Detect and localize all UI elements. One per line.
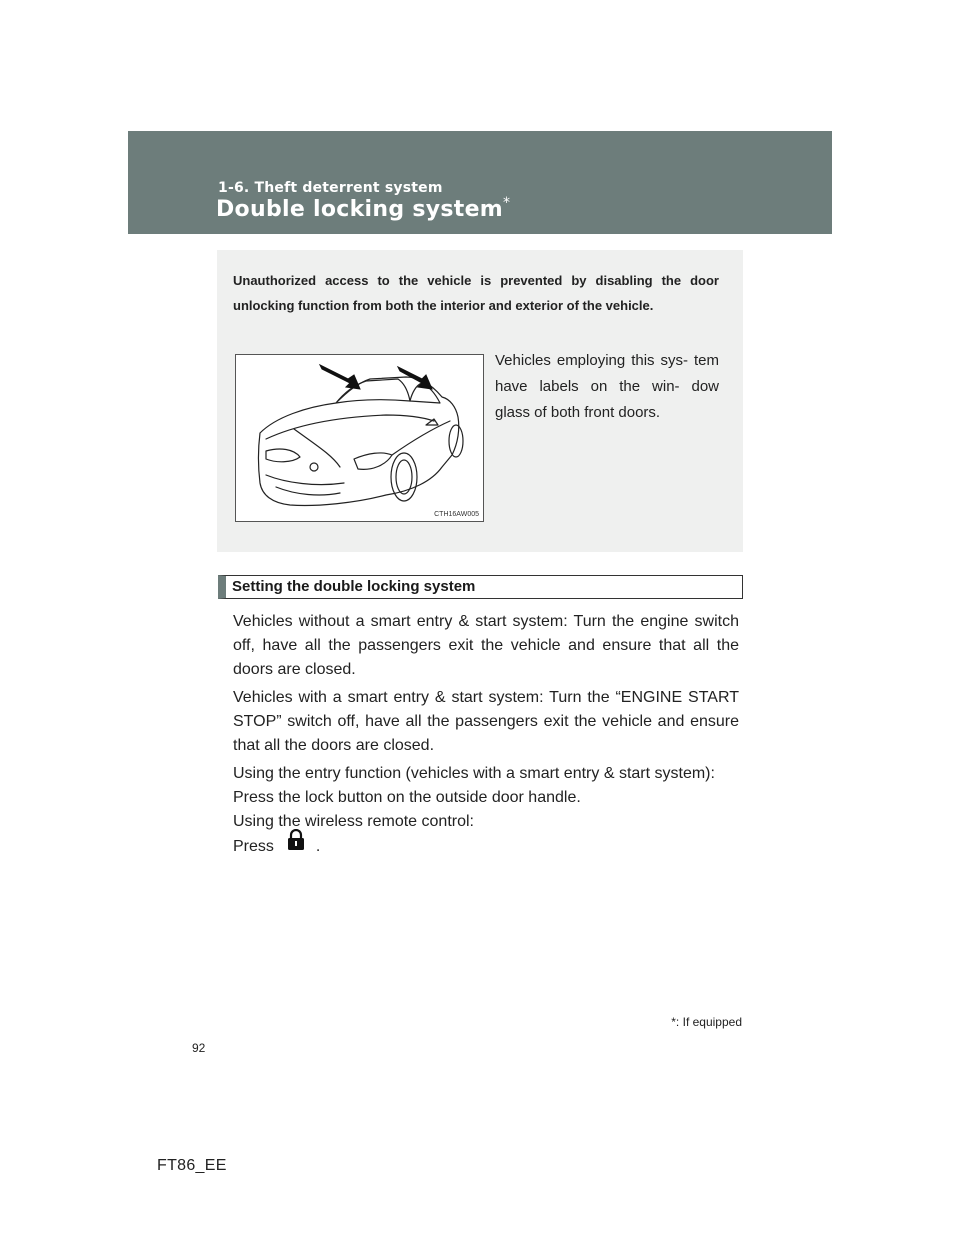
section-title: 1-6. Theft deterrent system [218,180,443,196]
press-lock-line [233,832,320,862]
remote-control-line: Using the wireless remote control: [233,813,474,830]
lock-button-line: Press the lock button on the outside door handle. [233,789,581,806]
entry-function-line: Using the entry function (vehicles with a smart entry & start system): [233,765,715,782]
subsection-title: Setting the double locking system [232,578,476,595]
model-code: FT86_EE [157,1157,227,1174]
car-illustration [235,354,484,522]
intro-text: Unauthorized access to the vehicle is prevented by disabling the door unlocking function from both the interior and exterior of the vehicle. [233,273,719,313]
car-drawing [236,355,483,521]
press-text: Press [233,838,274,856]
paragraph-with-smart-entry: Vehicles with a smart entry & start system: Turn the “ENGINE START STOP” switch off, have all the passengers exit the vehicle and ensure that all the doors are closed. [233,689,739,754]
press-period: . [315,838,321,856]
page-number: 92 [192,1041,206,1055]
subsection-heading [218,575,743,599]
figure-code: CTH16AW005 [434,511,479,518]
lock-icon [286,829,306,859]
paragraph-without-smart-entry: Vehicles without a smart entry & start system: Turn the engine switch off, have all the passengers exit the vehicle and ensure that all the doors are closed. [233,613,739,678]
label-note: Vehicles employing this sys- tem have labels on the win- dow glass of both front doors. [495,352,719,421]
footnote: *: If equipped [671,1015,742,1029]
if-equipped-mark: * [503,195,511,211]
page-title [216,197,510,222]
page-title-text: Double locking system [216,197,504,222]
